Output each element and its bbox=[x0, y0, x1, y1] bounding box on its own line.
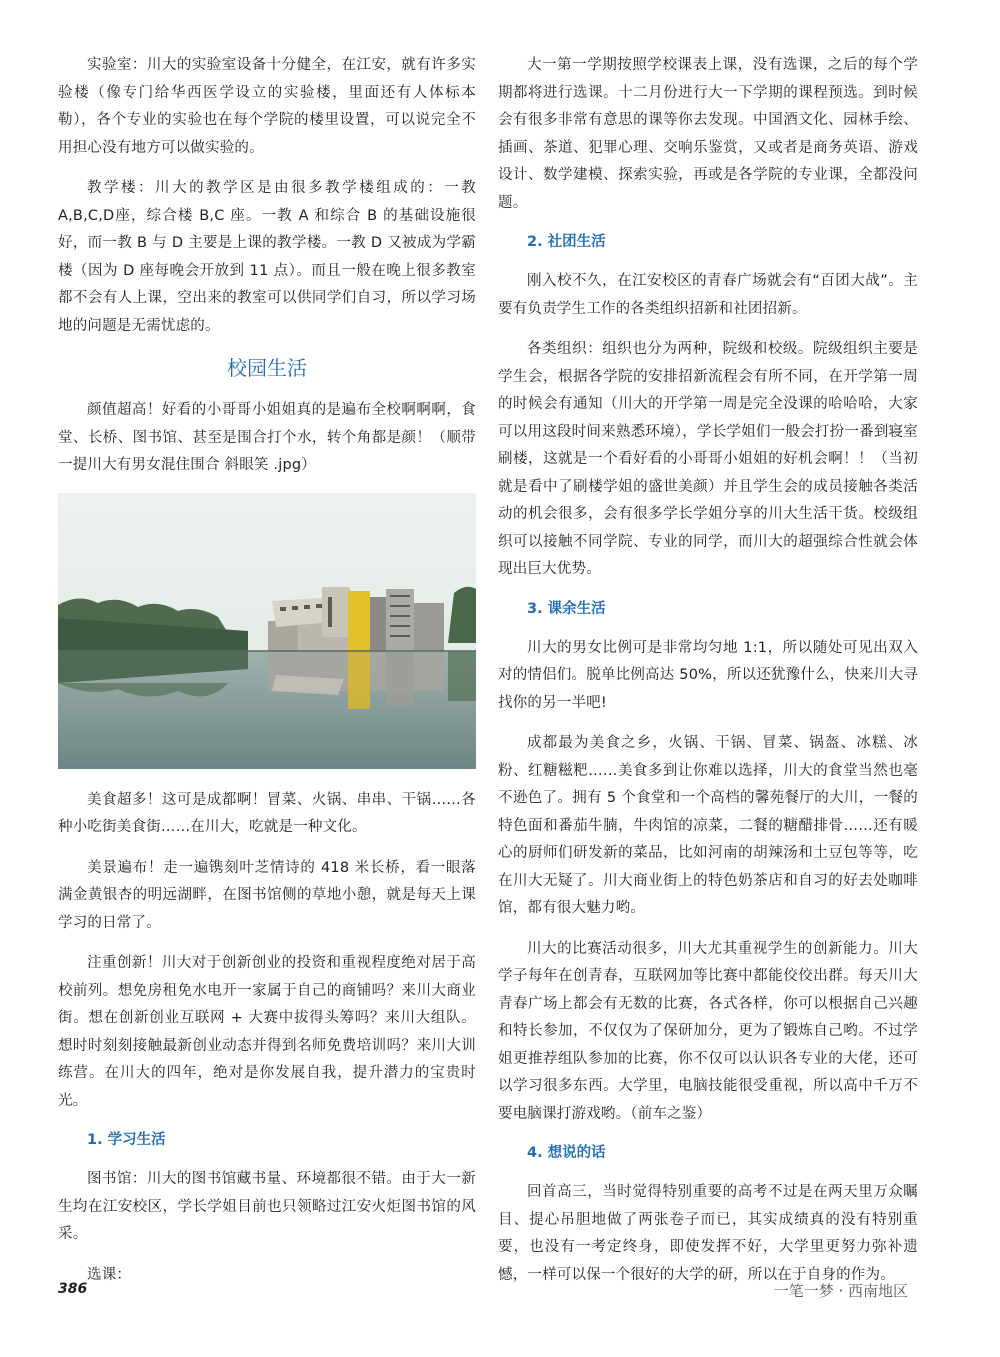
leisure-life-heading: 3. 课余生活 bbox=[527, 600, 606, 617]
library-paragraph: 图书馆：川大的图书馆藏书量、环境都很不错。由于大一新生均在江安校区，学长学姐目前也只领略过江安火炬图书馆的风采。 bbox=[58, 1171, 476, 1242]
organizations-paragraph: 各类组织：组织也分为两种，院级和校级。院级组织主要是学生会，根据各学院的安排招新流程会有所不同，在开学第一周的时候会有通知（川大的开学第一周是完全没课的哈哈哈，大家可以用这段时间来熟悉环境），学长学姐们一般会打扮一番到寝室刷楼，这就是一个看好看的小哥哥小姐姐的好机会啊！！（当初就是看中了刷楼学姐的盛世美颜）并且学生会的成员接触各类活动的机会很多，会有很多学长学姐分享的川大生活干货。校级组织可以接触不同学院、专业的同学，而川大的超强综合性就会体现出巨大优势。 bbox=[498, 341, 918, 577]
lab-paragraph: 实验室：川大的实验室设备十分健全，在江安，就有许多实验楼（像专门给华西医学设立的实验楼，里面还有人体标本勒），各个专业的实验也在每个学院的楼里设置，可以说完全不用担心没有地方可以做实验的。 bbox=[58, 57, 476, 156]
scenery-paragraph: 美景遍布！走一遍镌刻叶芝情诗的 418 米长桥，看一眼落满金黄银杏的明远湖畔，在图书馆侧的草地小憩，就是每天上课学习的日常了。 bbox=[58, 859, 476, 931]
innovation-paragraph: 注重创新！川大对于创新创业的投资和重视程度绝对居于高校前列。想免房租免水电开一家属于自己的商铺吗？来川大商业街。想在创新创业互联网 + 大赛中拔得头筹吗？来川大组队。想时时刻刻接触最新创业动态并得到名师免费培训吗？来川大训练营。在川大的四年，绝对是你发展自我，提升潜力的宝贵时光。 bbox=[58, 955, 476, 1109]
series-title: 一笔一梦 · 西南地区 bbox=[773, 1282, 908, 1300]
course-selection-label: 选课： bbox=[87, 1266, 132, 1283]
campus-intro-paragraph: 颜值超高！好看的小哥哥小姐姐真的是遍布全校啊啊啊，食堂、长桥、图书馆、甚至是围合打个水，转个角都是颜！（顺带一提川大有男女混住围合 斜眼笑 .jpg） bbox=[58, 402, 476, 473]
right-column bbox=[498, 52, 918, 1302]
study-life-heading: 1. 学习生活 bbox=[87, 1132, 166, 1148]
campus-lake-photo bbox=[58, 493, 476, 769]
left-column bbox=[58, 52, 476, 1302]
gender-ratio-paragraph: 川大的男女比例可是非常均匀地 1:1，所以随处可见出双入对的情侣们。脱单比例高达 50%，所以还犹豫什么，快来川大寻找你的另一半吧! bbox=[498, 639, 918, 711]
club-life-heading: 2. 社团生活 bbox=[527, 234, 606, 250]
closing-paragraph: 回首高三，当时觉得特别重要的高考不过是在两天里万众瞩目、提心吊胆地做了两张卷子而已，其实成绩真的没有特别重要，也没有一考定终身，即使发挥不好，大学里更努力弥补遗憾，一样可以保一个很好的大学的研，所以在于自身的作为。 bbox=[498, 1184, 918, 1283]
campus-life-title: 校园生活 bbox=[227, 356, 307, 380]
food-paragraph: 美食超多！这可是成都啊！冒菜、火锅、串串、干锅……各种小吃街美食街……在川大，吃就是一种文化。 bbox=[58, 791, 476, 835]
competitions-paragraph: 川大的比赛活动很多，川大尤其重视学生的创新能力。川大学子每年在创青春，互联网加等比赛中都能佼佼出群。每天川大青春广场上都会有无数的比赛，各式各样，你可以根据自己兴趣和特长参加，不仅仅为了保研加分，更为了锻炼自己哟。不过学姐更推荐组队参加的比赛，你不仅可以认识各专业的大佬，还可以学习很多东西。大学里，电脑技能很受重视，所以高中千万不要电脑课打游戏哟。（前车之鉴） bbox=[498, 940, 918, 1122]
campus-lake-illustration bbox=[58, 493, 476, 769]
course-selection-paragraph: 大一第一学期按照学校课表上课，没有选课，之后的每个学期都将进行选课。十二月份进行大一下学期的课程预选。到时候会有很多非常有意思的课等你去发现。中国酒文化、园林手绘、插画、茶道、犯罪心理、交响乐鉴赏，又或者是商务英语、游戏设计、数学建模、探索实验，再或是各学院的专业课，全都没问题。 bbox=[498, 57, 918, 211]
teaching-building-paragraph: 教学楼：川大的教学区是由很多教学楼组成的：一教A,B,C,D座，综合楼 B,C 座。一教 A 和综合 B 的基础设施很好，而一教 B 与 D 主要是上课的教学楼。一教 D 又被成为学霸楼（因为 D 座每晚会开放到 11 点）。而且一般在晚上很多教室都不会有人上课，空出来的教室可以供同学们自习，所以学习场地的问题是无需忧虑的。 bbox=[58, 180, 476, 334]
chengdu-food-paragraph: 成都最为美食之乡，火锅、干锅、冒菜、锅盔、冰糕、冰粉、红糖糍粑……美食多到让你难以选择，川大的食堂当然也毫不逊色了。拥有 5 个食堂和一个高档的馨苑餐厅的大川，一餐的特色面和番茄牛腩，牛肉馆的凉菜，二餐的糖醋排骨……还有暖心的厨师们研发新的菜品，比如河南的胡辣汤和土豆包等等，吃在川大无疑了。川大商业街上的特色奶茶店和自习的好去处咖啡馆，都有很大魅力哟。 bbox=[498, 735, 918, 916]
closing-words-heading: 4. 想说的话 bbox=[527, 1145, 606, 1161]
page-number: 386 bbox=[58, 1281, 88, 1297]
club-fair-paragraph: 刚入校不久，在江安校区的青春广场就会有“百团大战”。主要有负责学生工作的各类组织招新和社团招新。 bbox=[498, 273, 918, 317]
